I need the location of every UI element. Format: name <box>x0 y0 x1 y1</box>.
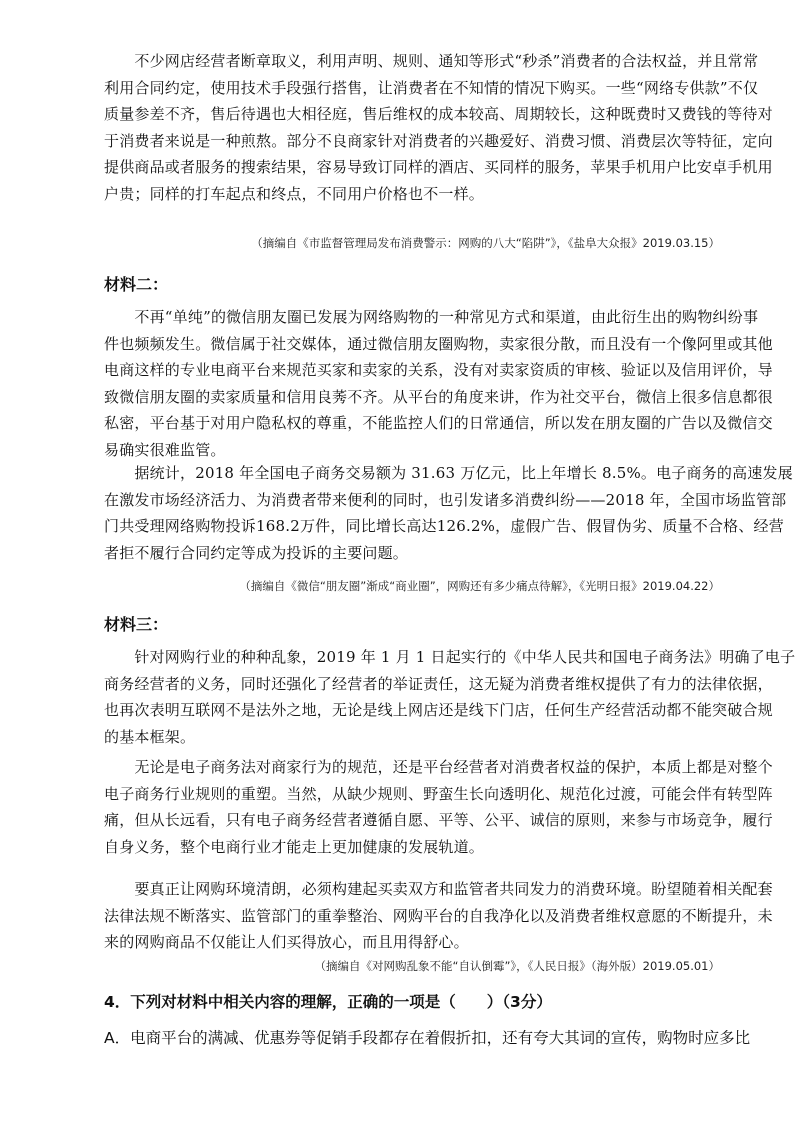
text-line: 法律法规不断落实、监管部门的重拳整治、网购平台的自我净化以及消费者维权意愿的不断提升，未 <box>104 906 773 925</box>
text-line: 件也频频发生。微信属于社交媒体，通过微信朋友圈购物，卖家很分散，而且没有一个像阿里或其他 <box>104 334 773 353</box>
text-line: 无论是电子商务法对商家行为的规范，还是平台经营者对消费者权益的保护，本质上都是对整个 <box>104 758 773 776</box>
material3-heading: 材料三： <box>104 615 169 634</box>
text-line: 于消费者来说是一种煎熬。部分不良商家针对消费者的兴趣爱好、消费习惯、消费层次等特征，定向 <box>104 131 773 150</box>
text-line: 在激发市场经济活力、为消费者带来便利的同时，也引发诸多消费纠纷——2018 年，全国市场监管部 <box>104 490 787 509</box>
material3-paragraph-2 <box>104 754 773 860</box>
question-stem: 4．下列对材料中相关内容的理解，正确的一项是（ ）（3分） <box>104 993 552 1011</box>
text-line: 者拒不履行合同约定等成为投诉的主要问题。 <box>104 543 409 562</box>
text-line: 电商这样的专业电商平台来规范买家和卖家的关系，没有对卖家资质的审核、验证以及信用评价，导 <box>104 361 773 379</box>
text-line: 商务经营者的义务，同时还强化了经营者的举证责任，这无疑为消费者维权提供了有力的法律依据， <box>104 674 773 693</box>
material2-paragraph-2 <box>104 460 793 566</box>
text-line: 不少网店经营者断章取义，利用声明、规则、通知等形式“秒杀”消费者的合法权益，并且常常 <box>104 52 759 70</box>
text-line: 自身义务，整个电商行业才能走上更加健康的发展轨道。 <box>104 837 485 856</box>
text-line: 致微信朋友圈的卖家质量和信用良莠不齐。从平台的角度来讲，作为社交平台，微信上很多信息都很 <box>104 387 773 406</box>
material3-source: （摘编自《对网购乱象不能“自认倒霉”》，《人民日报》（海外版）2019.05.01） <box>314 959 720 973</box>
text-line: 针对网购行业的种种乱象，2019 年 1 月 1 日起实行的《中华人民共和国电子商务法》明确了电子 <box>104 648 795 666</box>
option-a: A．电商平台的满减、优惠券等促销手段都存在着假折扣，还有夸大其词的宣传，购物时应多比 <box>104 1029 751 1047</box>
text-line: 痛，但从长远看，只有电子商务经营者遵循自愿、平等、公平、诚信的原则，来参与市场竞争，履行 <box>104 811 773 829</box>
text-line: 门共受理网络购物投诉168.2万件，同比增长高达126.2%，虚假广告、假冒伪劣、质量不合格、经营 <box>104 517 784 535</box>
material3-paragraph-1 <box>104 644 795 750</box>
text-line: 要真正让网购环境清朗，必须构建起买卖双方和监管者共同发力的消费环境。盼望随着相关配套 <box>104 880 773 898</box>
text-line: 质量参差不齐，售后待遇也大相径庭，售后维权的成本较高、周期较长，这种既费时又费钱的等待对 <box>104 105 773 123</box>
text-line: 不再“单纯”的微信朋友圈已发展为网络购物的一种常见方式和渠道，由此衍生出的购物纠纷事 <box>104 308 759 326</box>
text-line: 私密，平台基于对用户隐私权的尊重，不能监控人们的日常通信，所以发在朋友圈的广告以及微信交 <box>104 414 773 432</box>
material2-heading: 材料二： <box>104 275 169 294</box>
material1-source: （摘编自《市监督管理局发布消费警示：网购的八大“陷阱”》，《盐阜大众报》2019.03.15） <box>251 236 720 250</box>
material2-source: （摘编自《微信“朋友圈”渐成“商业圈”，网购还有多少痛点待解》，《光明日报》2019.04.22） <box>239 579 720 593</box>
text-line: 也再次表明互联网不是法外之地，无论是线上网店还是线下门店，任何生产经营活动都不能突破合规 <box>104 701 773 719</box>
text-line: 电子商务行业规则的重塑。当然，从缺少规则、野蛮生长向透明化、规范化过渡，可能会伴有转型阵 <box>104 784 773 803</box>
text-line: 来的网购商品不仅能让人们买得放心，而且用得舒心。 <box>104 933 469 951</box>
material2-paragraph-1 <box>104 304 773 463</box>
text-line: 的基本框架。 <box>104 727 196 746</box>
text-line: 提供商品或者服务的搜索结果，容易导致订同样的酒店、买同样的服务，苹果手机用户比安卓手机用 <box>104 158 773 176</box>
material1-paragraph <box>104 48 773 207</box>
text-line: 利用合同约定，使用技术手段强行搭售，让消费者在不知情的情况下购买。一些“网络专供款”不仅 <box>104 78 759 97</box>
text-line: 易确实很难监管。 <box>104 440 226 459</box>
text-line: 户贵；同样的打车起点和终点，不同用户价格也不一样。 <box>104 184 485 203</box>
text-line: 据统计，2018 年全国电子商务交易额为 31.63 万亿元，比上年增长 8.5%。电子商务的高速发展 <box>104 464 793 482</box>
material3-paragraph-3 <box>104 876 773 956</box>
